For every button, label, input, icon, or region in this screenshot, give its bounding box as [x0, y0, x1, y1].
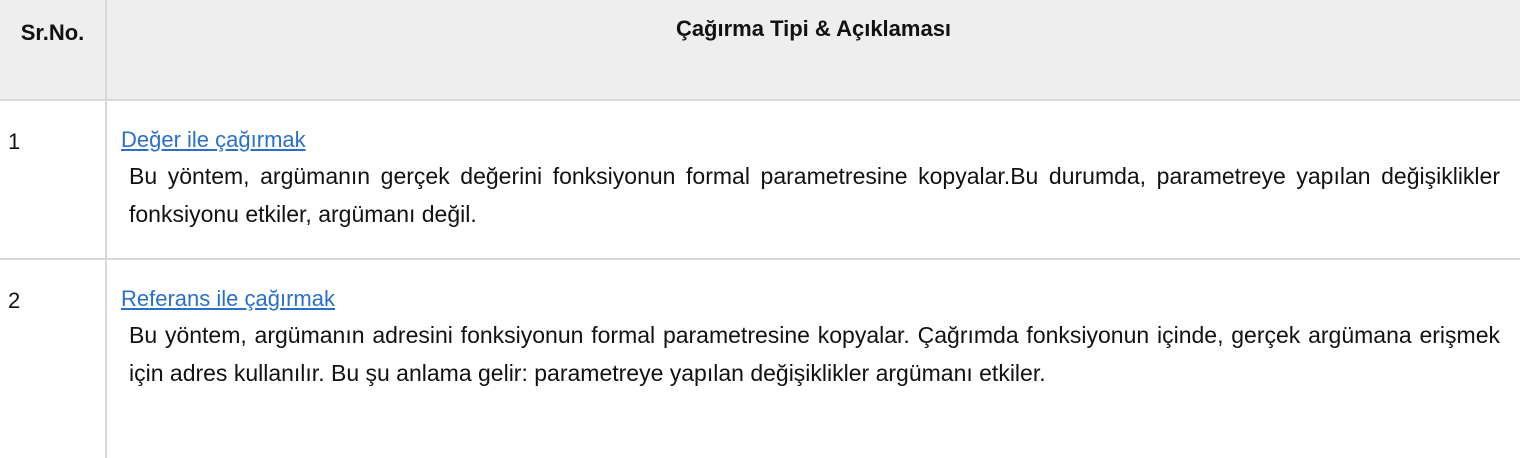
- header-sr-no: [0, 0, 106, 100]
- row-description-cell: [106, 100, 1520, 259]
- header-description: Çağırma Tipi & Açıklaması: [106, 0, 1520, 100]
- table-row: [0, 259, 1520, 458]
- call-by-reference-link[interactable]: Referans ile çağırmak: [121, 285, 335, 311]
- call-by-value-link[interactable]: Değer ile çağırmak: [121, 127, 306, 152]
- header-sr-no-label: Sr.No.: [20, 20, 85, 45]
- table-row: [0, 100, 1520, 259]
- header-row: [0, 0, 1520, 100]
- table-body: [0, 100, 1520, 458]
- row-number: 1: [0, 100, 106, 259]
- row-description: Bu yöntem, argümanın adresini fonksiyonun formal parametresine kopyalar. Çağrımda fonksiyonun içinde, gerçek argümana erişmek için adres kullanılır. Bu şu anlama gelir: parametreye yapılan değişiklikler argümanı etkiler.: [129, 321, 1500, 386]
- row-description: Bu yöntem, argümanın gerçek değerini fonksiyonun formal parametresine kopyalar.Bu durumda, parametreye yapılan değişiklikler fonksiyonu etkiler, argümanı değil.: [129, 163, 1500, 227]
- row-number: 2: [0, 259, 106, 458]
- table-header: [0, 0, 1520, 100]
- row-description-cell: [106, 259, 1520, 458]
